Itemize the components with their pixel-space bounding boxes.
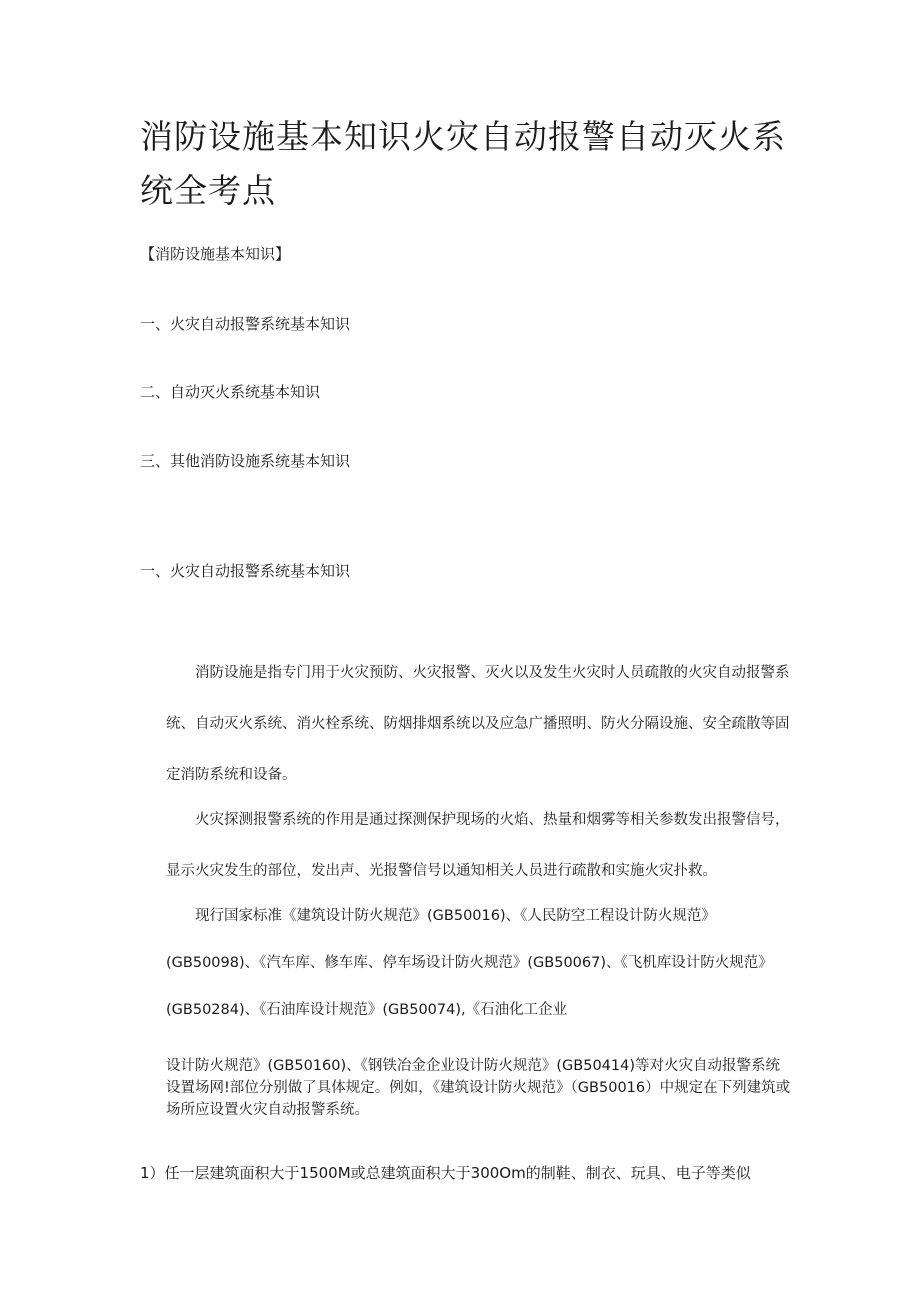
paragraph-fire-facilities: 消防设施是指专门用于火灾预防、火灾报警、灭火以及发生火灾时人员疏散的火灾自动报警系统、自动灭火系统、消火栓系统、防烟排烟系统以及应急广播照明、防火分隔设施、安全疏散等固定消防系统和设备。 xyxy=(166,665,790,783)
paragraph-detection-system: 火灾探测报警系统的作用是通过探测保护现场的火焰、热量和烟雾等相关参数发出报警信号，显示火灾发生的部位，发出声、光报警信号以通知相关人员进行疏散和实施火灾扑救。 xyxy=(166,812,790,879)
section-1-heading: 一、火灾自动报警系统基本知识 xyxy=(140,562,351,580)
section-heading: 【消防设施基本知识】 xyxy=(140,245,291,263)
document-title: 消防设施基本知识火灾自动报警自动灭火系统全考点 xyxy=(140,117,786,210)
toc-item-3: 三、其他消防设施系统基本知识 xyxy=(140,452,351,470)
paragraph-standards: 现行国家标准《建筑设计防火规范》(GB50016)、《人民防空工程设计防火规范》(GB50098)、《汽车库、修车库、停车场设计防火规范》(GB50067)、《飞机库设计防火规范》(GB50284)、《石油库设计规范》(GB50074),《石油化工企业 xyxy=(166,908,773,1018)
toc-item-1: 一、火灾自动报警系统基本知识 xyxy=(140,315,351,333)
paragraph-standards-continued: 设计防火规范》(GB50160)、《钢铁冶金企业设计防火规范》(GB50414)等对火灾自动报警系统设置场网!部位分别做了具体规定。例如，《建筑设计防火规范》（GB50016）中规定在下列建筑或场所应设置火灾自动报警系统。 xyxy=(166,1058,791,1118)
list-item-1: 1）任一层建筑面积大于1500M或总建筑面积大于300Om的制鞋、制衣、玩具、电子等类似 xyxy=(140,1164,751,1182)
toc-item-2: 二、自动灭火系统基本知识 xyxy=(140,383,321,401)
